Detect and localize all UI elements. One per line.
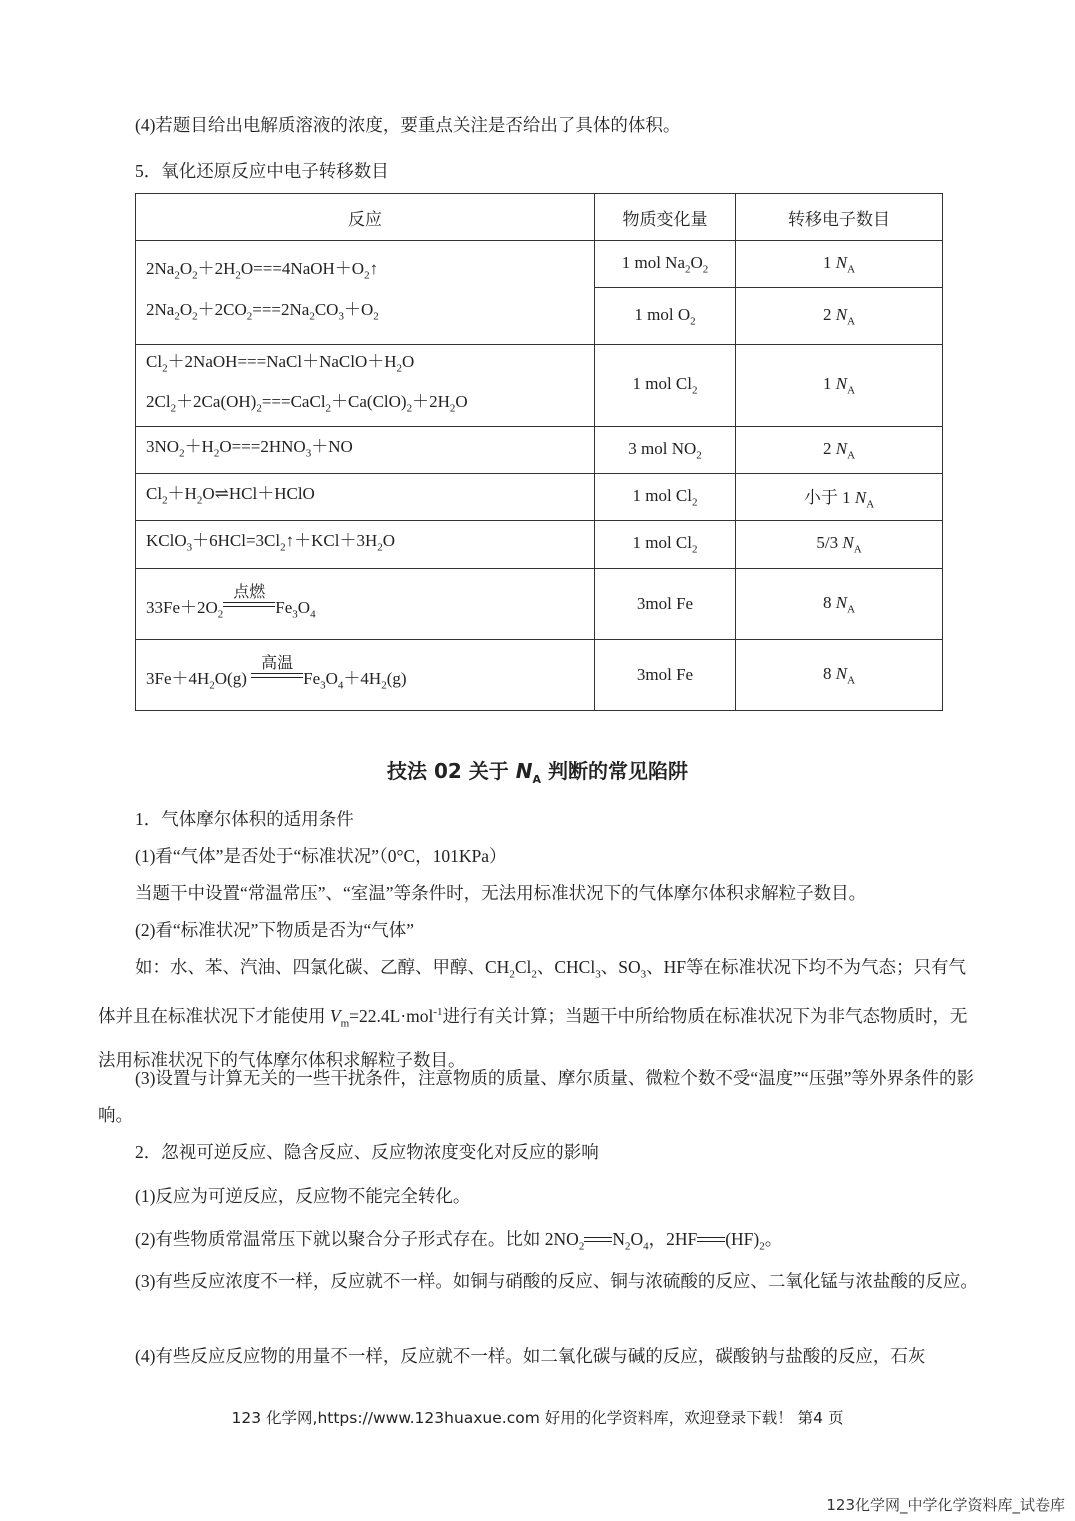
table-row: [136, 639, 943, 710]
condition-arrow: 点燃: [223, 599, 275, 613]
amount-cell: 1 mol $Na_2O_2$: [595, 241, 736, 288]
paragraph-polymer: (2)有些物质常温常压下就以聚合分子形式存在。比如 $2NO_2$ $N_2O_4$，2HF $(HF)_2$。: [135, 1229, 783, 1253]
amount-cell: 1 mol $Cl_2$: [595, 520, 736, 568]
subsection-1-title: 1．气体摩尔体积的适用条件: [135, 809, 354, 829]
amount-cell: 1 mol $Cl_2$: [595, 345, 736, 427]
table-row: [136, 568, 943, 639]
table-header-row: [136, 194, 943, 241]
reaction-cl2-base: $Cl_2+2NaOH===NaCl+NaClO+H_2O$ $2Cl_2+2Ca(OH)_2===CaCl_2+Ca(ClO)_2+2H_2O$: [136, 345, 595, 427]
electron-count-cell: 5/3 $N_A$: [736, 520, 943, 568]
reaction-no2: $3NO_2+H_2O===2HNO_3+NO$: [136, 426, 595, 473]
header-reaction: 反应: [136, 194, 595, 241]
table-row: [136, 345, 943, 427]
amount-cell: 1 mol $O_2$: [595, 288, 736, 345]
section-heading: 技法 02 关于 $N_A$ 判断的常见陷阱: [387, 759, 688, 786]
electron-count-cell: 8 $N_A$: [736, 639, 943, 710]
amount-cell: 3 mol $NO_2$: [595, 426, 736, 473]
condition-arrow: 高温: [251, 670, 303, 684]
paragraph-4: (4)若题目给出电解质溶液的浓度，要重点关注是否给出了具体的体积。: [135, 115, 681, 135]
electron-count-cell: 1 $N_A$: [736, 345, 943, 427]
subsection-2-title: 2．忽视可逆反应、隐含反应、反应物浓度变化对反应的影响: [135, 1142, 599, 1162]
paragraph-non-gas: 如：水、苯、汽油、四氯化碳、乙醇、甲醇、$CH_2Cl_2$、CHCl$_3$、$SO_3$、HF等在标准状况下均不为气态；只有气体并且在标准状况下才能使用 $V_m=22.4L\cdot mol^{-1}$进行有关计算；当题干中所给物质在标准状况下为非气态物质时，无法用标准状况下的气体摩尔体积求解粒子数目。: [98, 957, 968, 1070]
amount-cell: 3mol Fe: [595, 639, 736, 710]
electron-count-cell: 2 $N_A$: [736, 288, 943, 345]
equilibrium-sign: [697, 1235, 725, 1245]
paragraph: (2)看“标准状况”下物质是否为“气体”: [135, 920, 414, 940]
paragraph: (1)反应为可逆反应，反应物不能完全转化。: [135, 1186, 471, 1206]
amount-cell: 1 mol $Cl_2$: [595, 473, 736, 520]
equilibrium-sign: [584, 1235, 612, 1245]
table-row: [136, 426, 943, 473]
amount-cell: 3mol Fe: [595, 568, 736, 639]
paragraph: 当题干中设置“常温常压”、“室温”等条件时，无法用标准状况下的气体摩尔体积求解粒子数目。: [135, 883, 867, 903]
table-row: [136, 473, 943, 520]
reaction-kclo3: $KClO_3+6HCl=3Cl_2↑+KCl+3H_2O$: [136, 520, 595, 568]
header-electron-count: 转移电子数目: [736, 194, 943, 241]
watermark: 123化学网_中学化学资料库_试卷库: [826, 1496, 1065, 1514]
paragraph: (3)有些反应浓度不一样，反应就不一样。如铜与硝酸的反应、铜与浓硫酸的反应、二氧化锰与浓盐酸的反应。: [135, 1271, 978, 1291]
header-amount: 物质变化量: [595, 194, 736, 241]
electron-transfer-table: [135, 193, 943, 711]
reaction-cl2-water: $Cl_2+H_2O\rightleftharpoons HCl+HClO$: [136, 473, 595, 520]
page-footer: 123 化学网,https://www.123huaxue.com 好用的化学资料库，欢迎登录下载！ 第4 页: [231, 1409, 844, 1427]
paragraph: (3)设置与计算无关的一些干扰条件，注意物质的质量、摩尔质量、微粒个数不受“温度”“压强”等外界条件的影响。: [98, 1068, 974, 1125]
reaction-fe-h2o: $3Fe+4H_2O(g)$ 高温 $Fe_3O_4+4H_2(g)$: [136, 639, 595, 710]
table-row: [136, 241, 943, 288]
paragraph: (1)看“气体”是否处于“标准状况”（0°C，101KPa）: [135, 846, 507, 866]
electron-count-cell: 2 $N_A$: [736, 426, 943, 473]
reaction-fe-o2: $33Fe+2O_2$ 点燃 $Fe_3O_4$: [136, 568, 595, 639]
electron-count-cell: 小于 1 $N_A$: [736, 473, 943, 520]
section-5-title: 5．氧化还原反应中电子转移数目: [135, 161, 389, 181]
table-row: [136, 520, 943, 568]
electron-count-cell: 8 $N_A$: [736, 568, 943, 639]
paragraph: (4)有些反应反应物的用量不一样，反应就不一样。如二氧化碳与碱的反应，碳酸钠与盐酸的反应，石灰: [135, 1346, 926, 1366]
reaction-na2o2: $2Na_2O_2+2H_2O===4NaOH+O_2↑$ $2Na_2O_2+2CO_2===2Na_2CO_3+O_2$: [136, 241, 595, 345]
electron-count-cell: 1 $N_A$: [736, 241, 943, 288]
